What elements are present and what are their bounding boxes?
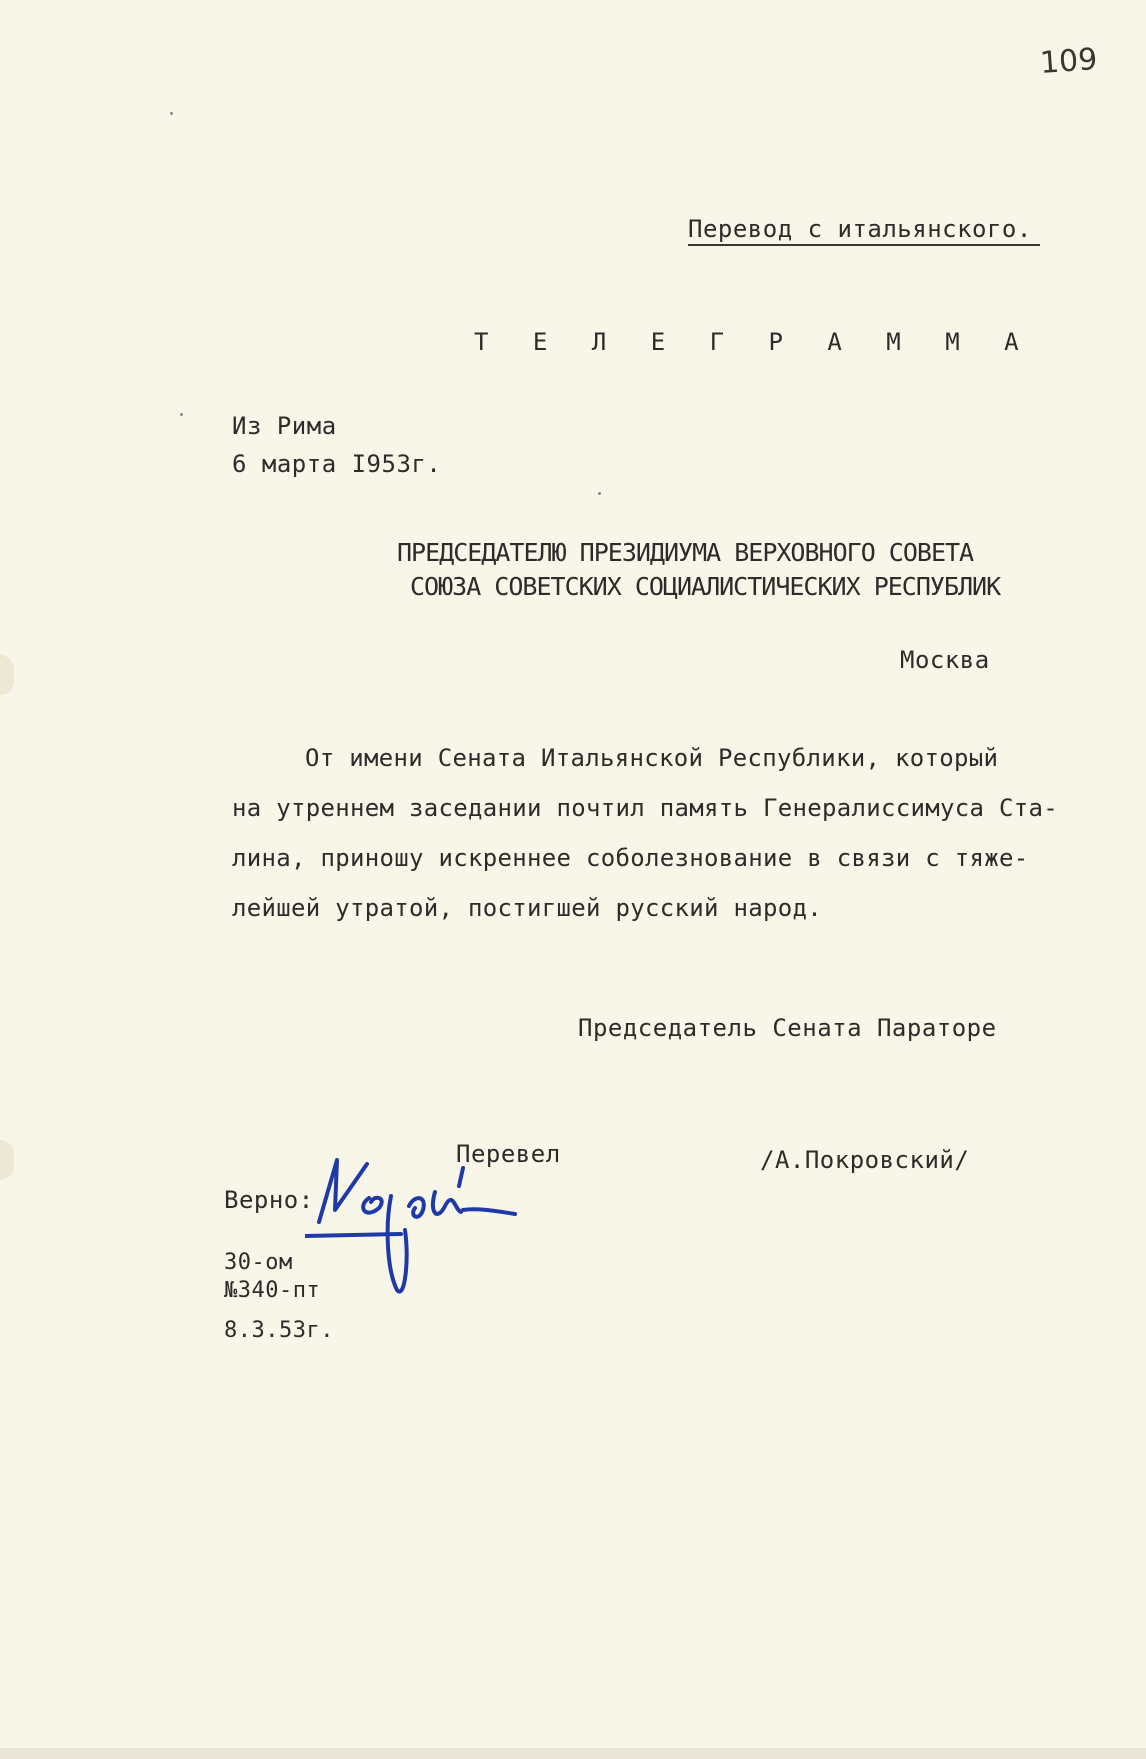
body-line: От имени Сената Итальянской Республики, который — [305, 744, 999, 772]
body-line: лейшей утратой, постигшей русский народ. — [232, 894, 822, 922]
handwritten-signature — [305, 1150, 535, 1310]
translated-by-label: Перевел — [456, 1140, 561, 1168]
origin-line: Из Рима — [232, 412, 337, 440]
addressee-city: Москва — [900, 646, 990, 674]
addressee-line-2: СОЮЗА СОВЕТСКИХ СОЦИАЛИСТИЧЕСКИХ РЕСПУБЛИК — [410, 572, 1001, 601]
reference-line: №340-пт — [224, 1278, 321, 1303]
paper-speck — [598, 492, 601, 495]
translator-name: /А.Покровский/ — [760, 1146, 970, 1174]
addressee-line-1: ПРЕДСЕДАТЕЛЮ ПРЕЗИДИУМА ВЕРХОВНОГО СОВЕТА — [397, 538, 974, 567]
date-line: 6 марта I953г. — [232, 450, 442, 478]
signatory-line: Председатель Сената Параторе — [578, 1014, 997, 1042]
reference-line: 8.3.53г. — [224, 1318, 334, 1343]
reference-line: 30-ом — [224, 1250, 293, 1275]
body-line: на утреннем заседании почтил память Генералиссимуса Ста- — [232, 794, 1058, 822]
body-line: лина, приношу искреннее соболезнование в связи с тяже- — [232, 844, 1029, 872]
paper-speck — [170, 112, 173, 115]
page-number: 109 — [1038, 42, 1099, 81]
page-bottom-edge — [0, 1748, 1146, 1759]
verified-label: Верно: — [224, 1186, 314, 1214]
translation-header: Перевод с итальянского. — [688, 215, 1032, 243]
punch-hole-mark — [0, 655, 14, 695]
document-title: Т Е Л Е Г Р А М М А — [474, 328, 1034, 356]
punch-hole-mark — [0, 1140, 14, 1180]
header-underline — [688, 244, 1040, 246]
paper-speck — [180, 413, 183, 416]
